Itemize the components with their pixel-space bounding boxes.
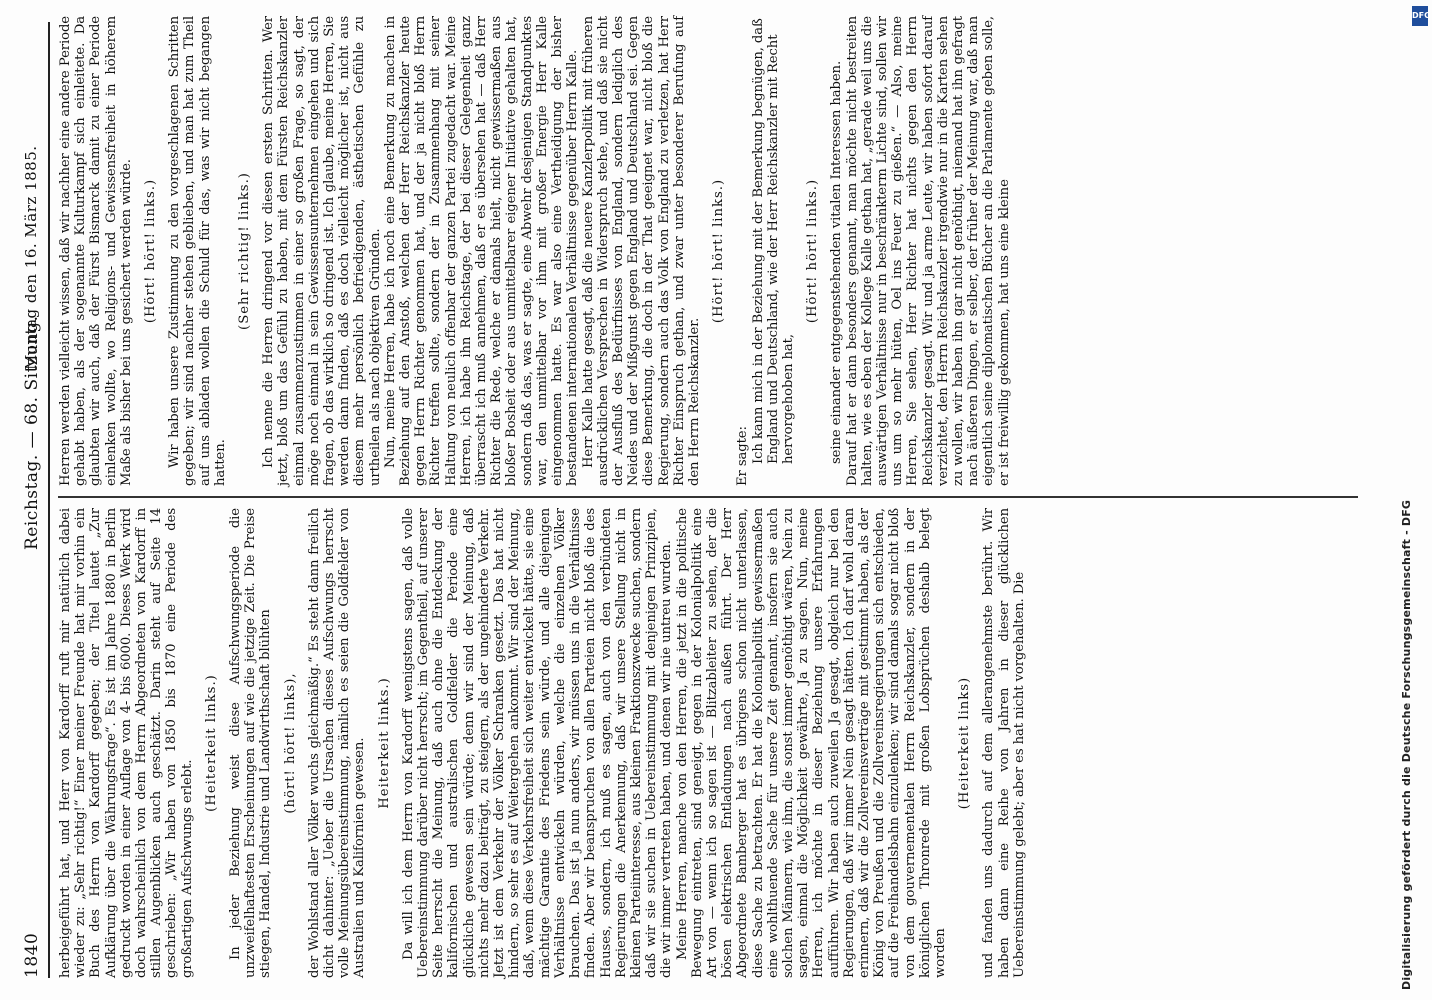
right-column-interjection: (Hört! hört! links.) [711,178,727,324]
left-column-interjection: (hört! hört! links), [282,672,298,814]
right-column [58,16,1388,486]
right-column-paragraph: seine einander entgegenstehenden vitalen Interessen haben. [829,60,845,464]
column-divider [58,497,1358,499]
session-date: Montag den 16. März 1885. [22,145,40,370]
header-rule [48,22,50,978]
right-column-paragraph: Ich nenne die Herren dringend vor diesen ersten Schritten. Wer jetzt, bloß um das Gefühl zu haben, mit dem Fürsten Reichskanzler einmal zusammenzustimmen in einer so großen Frage, so sagt, der möge noch einmal in sein Gewissensunternehmen eingehen und sich fragen, ob das wirklich so dringend ist. Ich glaube, meine Herren, Sie werden dann finden, daß es doch vielleicht möglicher ist, nicht aus diesem mehr persönlich befriedigenden, ästhetischen Gefühle zu urtheilen als nach objektiven Gründen. [261,16,383,486]
left-column-paragraph: In jeder Beziehung weist diese Aufschwungsperiode die unzweifelhaftesten Erscheinungen auf wie die jetzige Zeit. Die Preise stiegen, Handel, Industrie und Landwirthschaft blühten [228,508,274,978]
page-number: 1840 [22,932,42,978]
left-column-interjection: (Heiterkeit links.) [203,674,219,812]
page-header [18,20,48,980]
left-column-paragraph: und fanden uns dadurch auf dem allerangenehmste berührt. Wir haben dann eine Reihe von Jahren in dieser glücklichen Uebereinstimmung gelebt; aber es hat nicht vorgehalten. Die [981,508,1027,978]
left-column [58,508,1388,978]
left-column-interjection: Heiterkeit links.) [376,677,392,809]
right-column-paragraph: Darauf hat er dann besonders genannt, man möchte nicht bestreiten halten, wie es eben der Kollege Kalle gethan hat, „gerade weil uns die auswärtigen Verhältnisse nur in beschränkterm Lichte sind, sollen wir uns um so mehr hüten, Oel ins Feuer zu gießen.“ — Also, meine Herren, Sie sehen, Herr Richter hat nichts gegen den Herrn Reichskanzler gesagt. Wir und ja arme Leute, wir haben sofort darauf verzichtet, den Herrn Reichskanzler irgendwie nur in die Karten sehen zu wollen, wir haben ihn gar nicht genöthigt, niemand hat ihn gefragt nach äußeren Dingen, er selber, der früher der Meinung war, daß man eigentlich seine diplomatischen Bücher an die Parlamente geben solle, er ist freiwillig gekommen, hat uns eine kleine [844,16,1012,486]
right-column-interjection: (Hört! hört! links.) [805,178,821,324]
left-column-paragraph: der Wohlstand aller Völker wuchs gleichmäßig.“ Es steht dann freilich dicht dahinter: „Ueber die Ursachen dieses Aufschwungs herrscht volle Meinungsübereinstimmung, nämlich es seien die Goldfelder von Australien und Kalifornien gewesen. [306,508,368,978]
dfg-logo: DFG [1412,6,1428,26]
right-column-paragraph: Herren werden vielleicht wissen, daß wir nachher eine andere Periode gehabt haben, als der sogenannte Kulturkampf sich einleitete. Da glaubten wir auch, daß der Fürst Bismarck damit zu einer Periode einlenken wollte, wo Religions- und Gewissensfreiheit in höherem Maße als bisher bei uns gesichert werden würde. [58,16,134,486]
left-column-interjection: (Heiterkeit links) [957,676,973,810]
right-column-paragraph: Wir haben unsere Zustimmung zu den vorgeschlagenen Schritten gegeben; wir sind nachher stehen geblieben, und man hat zum Theil auf uns abladen wollen die Schuld für das, was wir nicht begangen hatten. [167,16,228,486]
right-column-interjection: (Hört! hört! links.) [143,178,159,324]
left-column-paragraph: Da will ich dem Herrn von Kardorff wenigstens sagen, daß volle Uebereinstimmung darüber nicht herrscht; im Gegentheil, auf unserer Seite herrscht die Meinung, daß auch ohne die Entdeckung der kalifornischen und australischen Goldfelder die Periode eine glückliche gewesen sein würde; denn wir sind der Meinung, daß nichts mehr dazu beiträgt, zu steigern, als der ungehinderte Verkehr. Jetzt ist dem Verkehr der Völker Schranken gesetzt. Das hat nicht hindern, so sehr es auf Weitergehen ankommt. Wir sind der Meinung, daß, wenn diese Verkehrsfreiheit sich weiter entwickelt hätte, sie eine mächtige Garantie des Friedens sein würde, und alle diejenigen Verhältnisse entwickeln würden, welche die einzelnen Völker brauchen. Das ist ja nun anders, wir müssen uns in die Verhältnisse finden. Aber wir beanspruchen von allen Parteien nicht bloß die des Hauses, sondern, ich muß es sagen, auch von den verbündeten Regierungen die Anerkennung, daß wir unsere Stellung nicht in kleinen Parteiinteresse, aus kleinen Fraktionszwecke suchen, sondern daß wir sie suchen in Uebereinstimmung mit denjenigen Prinzipien, die wir immer vertreten haben, und denen wir nie untreu wurden. [400,508,675,978]
right-column-paragraph: Herr Kalle hatte gesagt, daß die neuere Kanzlerpolitik mit früheren ausdrücklichen Versprechen in Widerspruch stehe, und daß sie nicht der Ausfluß des Bedürfnisses von England, sondern lediglich des Neides und der Mißgunst gegen England und Deutschland sei. Gegen diese Bemerkung, die doch in der That geeignet war, nicht bloß die Regierung, sondern auch das Volk von England zu verletzen, hat Herr Richter Einspruch gethan, und zwar unter besonderer Berufung auf den Herrn Reichskanzler. [580,16,702,486]
dfg-credit: Digitalisierung gefördert durch die Deutsche Forschungsgemeinschaft - DFG [1400,499,1413,990]
left-column-paragraph: herbeigeführt hat, und Herr von Kardorff ruft mir natürlich dabei wieder zu: „Sehr richtig!“ Einer meiner Freunde hat mir vorhin ein Buch des Herrn von Kardorff gegeben; der Titel lautet „Zur Aufklärung über die Währungsfrage“. Es ist im Jahre 1880 in Berlin gedruckt worden in einer Auflage von 4- bis 6000. Dieses Werk wird doch wahrscheinlich von dem Herrn Abgeordneten von Kardorff in stillen Augenblicken auch geschätzt. Darin steht auf Seite 14 geschrieben: „Wir haben von 1850 bis 1870 eine Periode des großartigen Aufschwungs erlebt. [58,508,195,978]
right-column-paragraph: Nun, meine Herren, habe ich noch eine Bemerkung zu machen in Beziehung auf den Anstoß, welchen der Herr Reichskanzler heute gegen Herrn Richter genommen hat, und der ja nicht bloß Herrn Richter treffen sollte, sondern der in Zusammenhang mit seiner Haltung von neulich offenbar der ganzen Partei zugedacht war. Meine Herren, ich habe ihn Reichstage, der bei dieser Gelegenheit ganz überrascht ich muß annehmen, daß er es übersehen hat — daß Herr Richter die Rede, welche er damals hielt, nicht gewissermaßen aus bloßer Bosheit oder aus unmittelbarer eigener Initiative gehalten hat, sondern daß das, was er sagte, eine Abwehr desjenigen Standpunktes war, den unmittelbar vor ihm mit großer Energie Herr Kalle eingenommen hatte. Es war also eine Vertheidigung der bisher bestandenen internationalen Verhältnisse gegenüber Herrn Kalle. [382,16,581,486]
left-column-paragraph: Meine Herren, manche von den Herren, die jetzt in die politische Bewegung eintreten, sind geneigt, gegen in der Kolonialpolitik eine Art von — wenn ich so sagen ist — Blitzableiter zu sehen, der die bösen elektrischen Entladungen nach außen führt. Der Herr Abgeordnete Bamberger hat es übrigens schon nicht unterlassen, diese Sache zu betrachten. Er hat die Kolonialpolitik gewissermaßen eine wohlthuende Sache für unsere Zeit genannt, insofern sie auch solchen Männern, wie ihm, die sonst immer genöthigt wären, Nein zu sagen, einmal die Möglichkeit gewährte, Ja zu sagen. Nun, meine Herren, ich möchte in dieser Beziehung unsere Erfahrungen aufführen. Wir haben auch zuweilen Ja gesagt, obgleich nur bei den Regierungen, daß wir immer Nein gesagt hätten. Ich darf wohl daran erinnern, daß wir die Zollvereinsverträge mit gestimmt haben, als der König von Preußen und die Zollvereinsregierungen sich entschieden, auf die Freihandelsbahn einzulenken; wir sind damals sogar nicht bloß von dem gouvernementalen Herrn Reichskanzler, sondern in der königlichen Thronrede mit großen Lobsprüchen deshalb belegt worden [674,508,948,978]
session-title: Reichstag. — 68. Sitzung. [22,315,42,550]
right-column-paragraph: Ich kann mich in der Beziehung mit der Bemerkung begnügen, daß England und Deutschland, wie der Herr Reichskanzler mit Recht hervorgehoben hat, [750,18,796,464]
right-column-paragraph: Er sagte: [735,426,751,486]
right-column-interjection: (Sehr richtig! links.) [237,172,253,330]
